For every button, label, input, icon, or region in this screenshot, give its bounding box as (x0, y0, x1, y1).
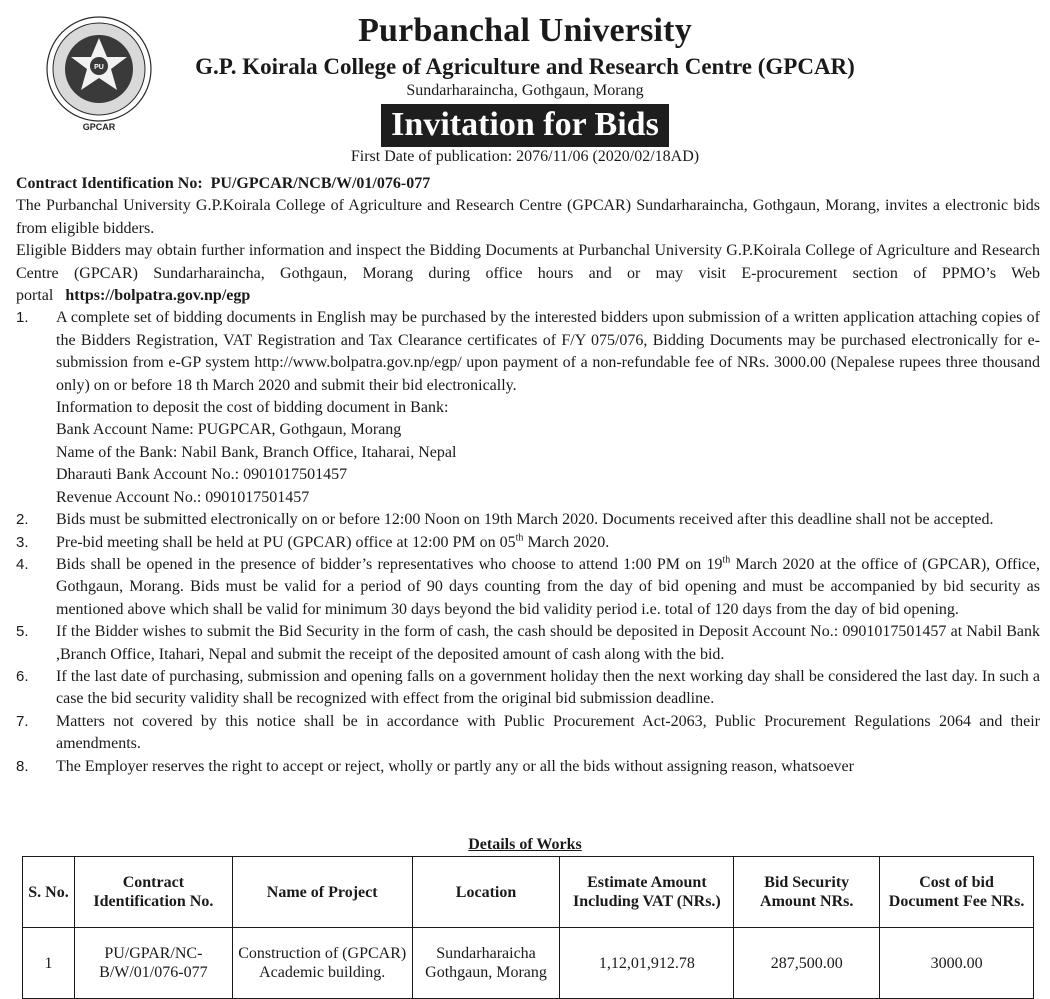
list-text (56, 554, 1040, 621)
list-text: If the Bidder wishes to submit the Bid Security in the form of cash, the cash should be deposited in Deposit Account No.: 0901017501457 at Nabil Bank ,Branch Office, Itahari, Nepal and submit the receipt of the deposited amount of cash along with the bid. (56, 623, 1040, 663)
list-item (16, 711, 1040, 756)
list-item (16, 756, 1040, 778)
revenue-account: Revenue Account No.: 0901017501457 (56, 488, 310, 506)
college-address: Sundarharaincha, Gothgaun, Morang (406, 82, 644, 99)
bank-info (56, 397, 1040, 509)
col-location: Location (412, 857, 560, 928)
cell-estimate-amount: 1,12,01,912.78 (560, 928, 734, 999)
publication-date: First Date of publication: 2076/11/06 (2020/02/18AD) (350, 148, 700, 165)
cell-project-name: Construction of (GPCAR) Academic building. (232, 928, 412, 999)
title-banner (0, 104, 1050, 147)
list-number: 1. (16, 309, 29, 327)
table-header-row (23, 857, 1034, 928)
list-item (16, 666, 1040, 711)
svg-text:PU: PU (94, 64, 104, 71)
list-item (16, 307, 1040, 509)
list-number: 8. (16, 757, 29, 775)
intro-paragraph-2 (16, 240, 1040, 307)
list-text: If the last date of purchasing, submission and opening falls on a government holiday then the next working day shall be considered the last day. In such a case the bid security validity shall be recognized with effect from the original bid submission deadline. (56, 667, 1040, 708)
list-item (16, 509, 1040, 531)
conditions-list (16, 307, 1040, 778)
list-number: 4. (16, 555, 29, 573)
list-text (56, 532, 1040, 554)
bank-account-name: Bank Account Name: PUGPCAR, Gothgaun, Morang (56, 421, 402, 439)
contract-number: PU/GPCAR/NCB/W/01/076-077 (210, 175, 431, 192)
cell-document-fee: 3000.00 (880, 928, 1034, 999)
notice-title: Invitation for Bids (381, 104, 669, 147)
portal-link[interactable]: https://bolpatra.gov.np/egp (65, 287, 251, 305)
college-name: G.P. Koirala College of Agriculture and Research Centre (GPCAR) (195, 54, 855, 79)
dharauti-account: Dharauti Bank Account No.: 0901017501457 (56, 466, 348, 484)
cell-location: Sundarharaicha Gothgaun, Morang (412, 928, 560, 999)
col-document-fee: Cost of bid Document Fee NRs. (880, 857, 1034, 928)
details-of-works-title: Details of Works (468, 836, 582, 853)
list-number: 7. (16, 712, 29, 730)
list-text-b: March 2020. (523, 533, 610, 551)
cell-bid-security: 287,500.00 (734, 928, 880, 999)
intro-paragraph-2-text: Eligible Bidders may obtain further information and inspect the Bidding Documents at Purbanchal University G.P.Koirala College of Agriculture and Research Centre (GPCAR) Sundarharaincha, Gothgaun, Morang during office hours and or may visit E-procurement section of PPMO’s Web portal (16, 242, 1040, 305)
list-number: 2. (16, 511, 29, 529)
list-text: The Employer reserves the right to accept or reject, wholly or partly any or all the bids without assigning reason, whatsoever (56, 757, 854, 775)
col-sno: S. No. (23, 857, 75, 928)
superscript: th (515, 532, 524, 544)
list-text: Bids must be submitted electronically on or before 12:00 Noon on 19th March 2020. Documents received after this deadline shall not be accepted. (56, 511, 994, 529)
university-name: Purbanchal University (358, 12, 692, 49)
list-number: 6. (16, 667, 29, 685)
list-text-a: Pre-bid meeting shall be held at PU (GPCAR) office at 12:00 PM on 05 (56, 533, 516, 551)
list-item (16, 621, 1040, 666)
list-text-b: March 2020 at the office of (GPCAR), Office, Gothgaun, Morang. Bids must be valid for a period of 90 days counting from the day of bid opening and must be accompanied by bid security as mentioned above which shall be valid for minimum 30 days beyond the bid validity period i.e. total of 120 days from the day of bid opening. (56, 555, 1040, 618)
cell-contract-id: PU/GPAR/NC-B/W/01/076-077 (74, 928, 232, 999)
svg-text:GPCAR: GPCAR (82, 122, 116, 132)
col-project-name: Name of Project (232, 857, 412, 928)
col-bid-security: Bid Security Amount NRs. (734, 857, 880, 928)
list-text-a: Bids shall be opened in the presence of bidder’s representatives who choose to attend 1:00 PM on 19 (56, 555, 723, 573)
contract-line (16, 173, 1040, 195)
list-item (16, 532, 1040, 554)
bank-info-heading: Information to deposit the cost of bidding document in Bank: (56, 399, 449, 417)
cell-sno: 1 (23, 928, 75, 999)
contract-label: Contract Identification No: (16, 175, 203, 192)
table-row (23, 928, 1034, 999)
col-contract-id: Contract Identification No. (74, 857, 232, 928)
list-item (16, 554, 1040, 621)
col-estimate-amount: Estimate Amount Including VAT (NRs.) (560, 857, 734, 928)
notice-body (16, 173, 1040, 778)
list-number: 3. (16, 533, 29, 551)
bank-name: Name of the Bank: Nabil Bank, Branch Office, Itaharai, Nepal (56, 443, 457, 461)
intro-paragraph-1: The Purbanchal University G.P.Koirala College of Agriculture and Research Centre (GPCAR) Sundarharaincha, Gothgaun, Morang, invites a electronic bids from eligible bidders. (16, 197, 1040, 237)
list-text: Matters not covered by this notice shall be in accordance with Public Procurement Act-2063, Public Procurement Regulations 2064 and their amendments. (56, 712, 1040, 753)
works-table (22, 856, 1034, 999)
list-number: 5. (16, 623, 29, 641)
superscript: th (722, 554, 731, 566)
list-text: A complete set of bidding documents in English may be purchased by the interested bidders upon submission of a written application attaching copies of the Bidders Registration, VAT Registration and Tax Clearance certificates of F/Y 075/076, Bidding Documents may be purchased electronically for e-submission from e-GP system http://www.bolpatra.gov.np/egp/ upon payment of a non-refundable fee of NRs. 3000.00 (Nepalese rupees three thousand only) on or before 18 th March 2020 and submit their bid electronically. (56, 309, 1040, 394)
